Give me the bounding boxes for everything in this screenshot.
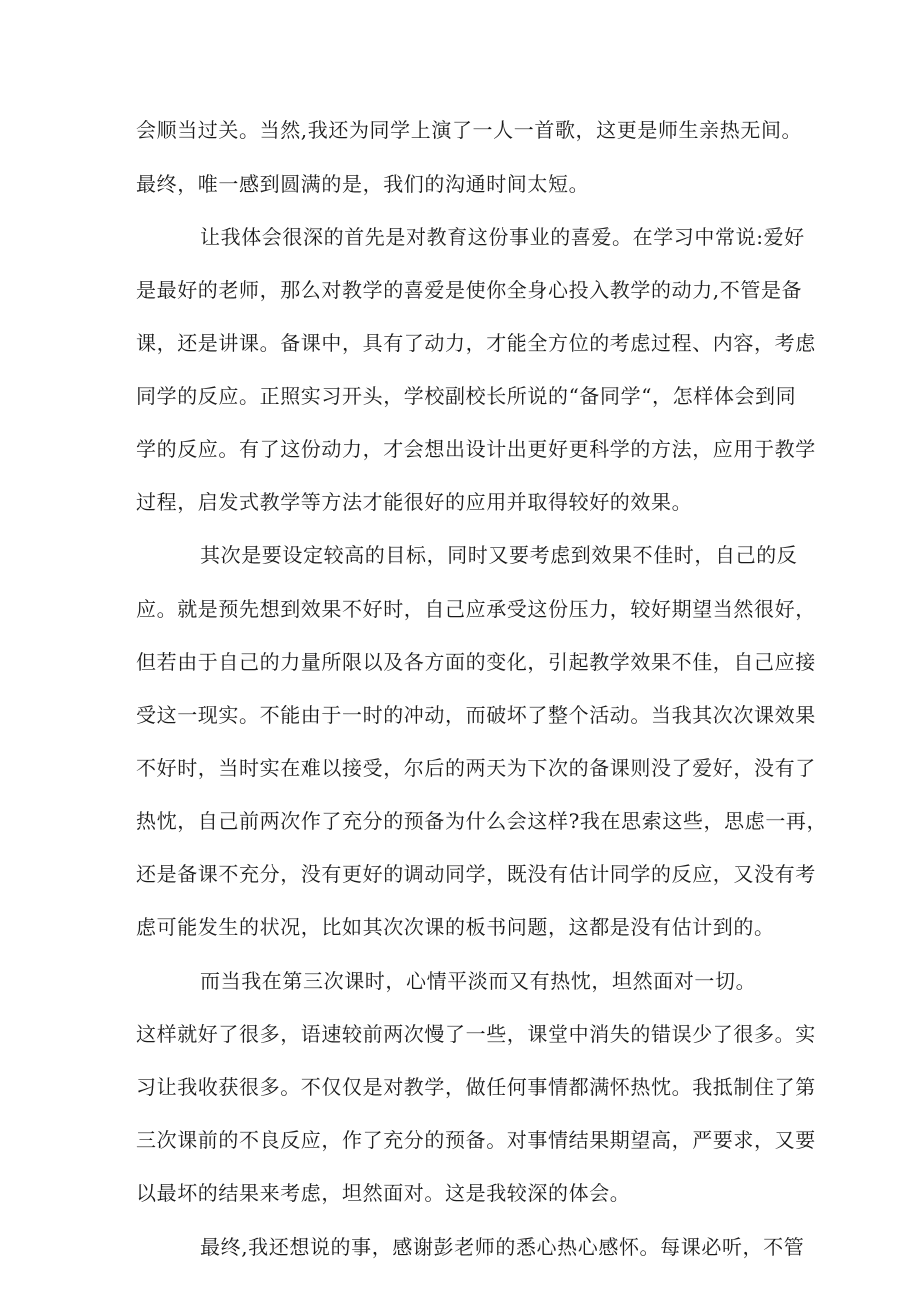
text-line: 受这一现实。不能由于一时的冲动，而破坏了整个活动。当我其次次课效果 xyxy=(136,703,816,727)
paragraph-first-line: 最终,我还想说的事，感谢彭老师的悉心热心感怀。每课必听，不管 xyxy=(200,1235,805,1259)
text-line: 应。就是预先想到效果不好时，自己应承受这份压力，较好期望当然很好， xyxy=(136,597,816,621)
text-line: 同学的反应。正照实习开头，学校副校长所说的“备同学“，怎样体会到同 xyxy=(136,384,797,408)
text-line: 不好时，当时实在难以接受，尔后的两天为下次的备课则没了爱好，没有了 xyxy=(136,756,816,780)
paragraph-first-line: 让我体会很深的首先是对教育这份事业的喜爱。在学习中常说:爱好 xyxy=(200,225,805,249)
text-line: 虑可能发生的状况，比如其次次课的板书问题，这都是没有估计到的。 xyxy=(136,915,775,939)
text-line: 习让我收获很多。不仅仅是对教学，做任何事情都满怀热忱。我抵制住了第 xyxy=(136,1075,816,1099)
text-line: 热忱，自己前两次作了充分的预备为什么会这样?我在思索这些，思虑一再， xyxy=(136,809,828,833)
text-line: 但若由于自己的力量所限以及各方面的变化，引起教学效果不佳，自己应接 xyxy=(136,650,816,674)
text-line: 三次课前的不良反应，作了充分的预备。对事情结果期望高，严要求，又要 xyxy=(136,1128,816,1152)
text-line: 过程，启发式教学等方法才能很好的应用并取得较好的效果。 xyxy=(136,490,693,514)
text-line: 这样就好了很多，语速较前两次慢了一些，课堂中消失的错误少了很多。实 xyxy=(136,1022,816,1046)
paragraph-first-line: 而当我在第三次课时，心情平淡而又有热忱，坦然面对一切。 xyxy=(200,969,757,993)
text-line: 还是备课不充分，没有更好的调动同学，既没有估计同学的反应，又没有考 xyxy=(136,862,816,886)
text-line: 学的反应。有了这份动力，才会想出设计出更好更科学的方法，应用于教学 xyxy=(136,437,816,461)
text-line: 以最坏的结果来考虑，坦然面对。这是我较深的体会。 xyxy=(136,1181,631,1205)
text-line: 最终，唯一感到圆满的是，我们的沟通时间太短。 xyxy=(136,172,590,196)
paragraph-first-line: 其次是要设定较高的目标，同时又要考虑到效果不佳时，自己的反 xyxy=(200,543,798,567)
text-line: 课，还是讲课。备课中，具有了动力，才能全方位的考虑过程、内容，考虑 xyxy=(136,331,816,355)
text-line: 是最好的老师，那么对教学的喜爱是使你全身心投入教学的动力,不管是备 xyxy=(136,278,803,302)
text-line: 会顺当过关。当然,我还为同学上演了一人一首歌，这更是师生亲热无间。 xyxy=(136,118,803,142)
